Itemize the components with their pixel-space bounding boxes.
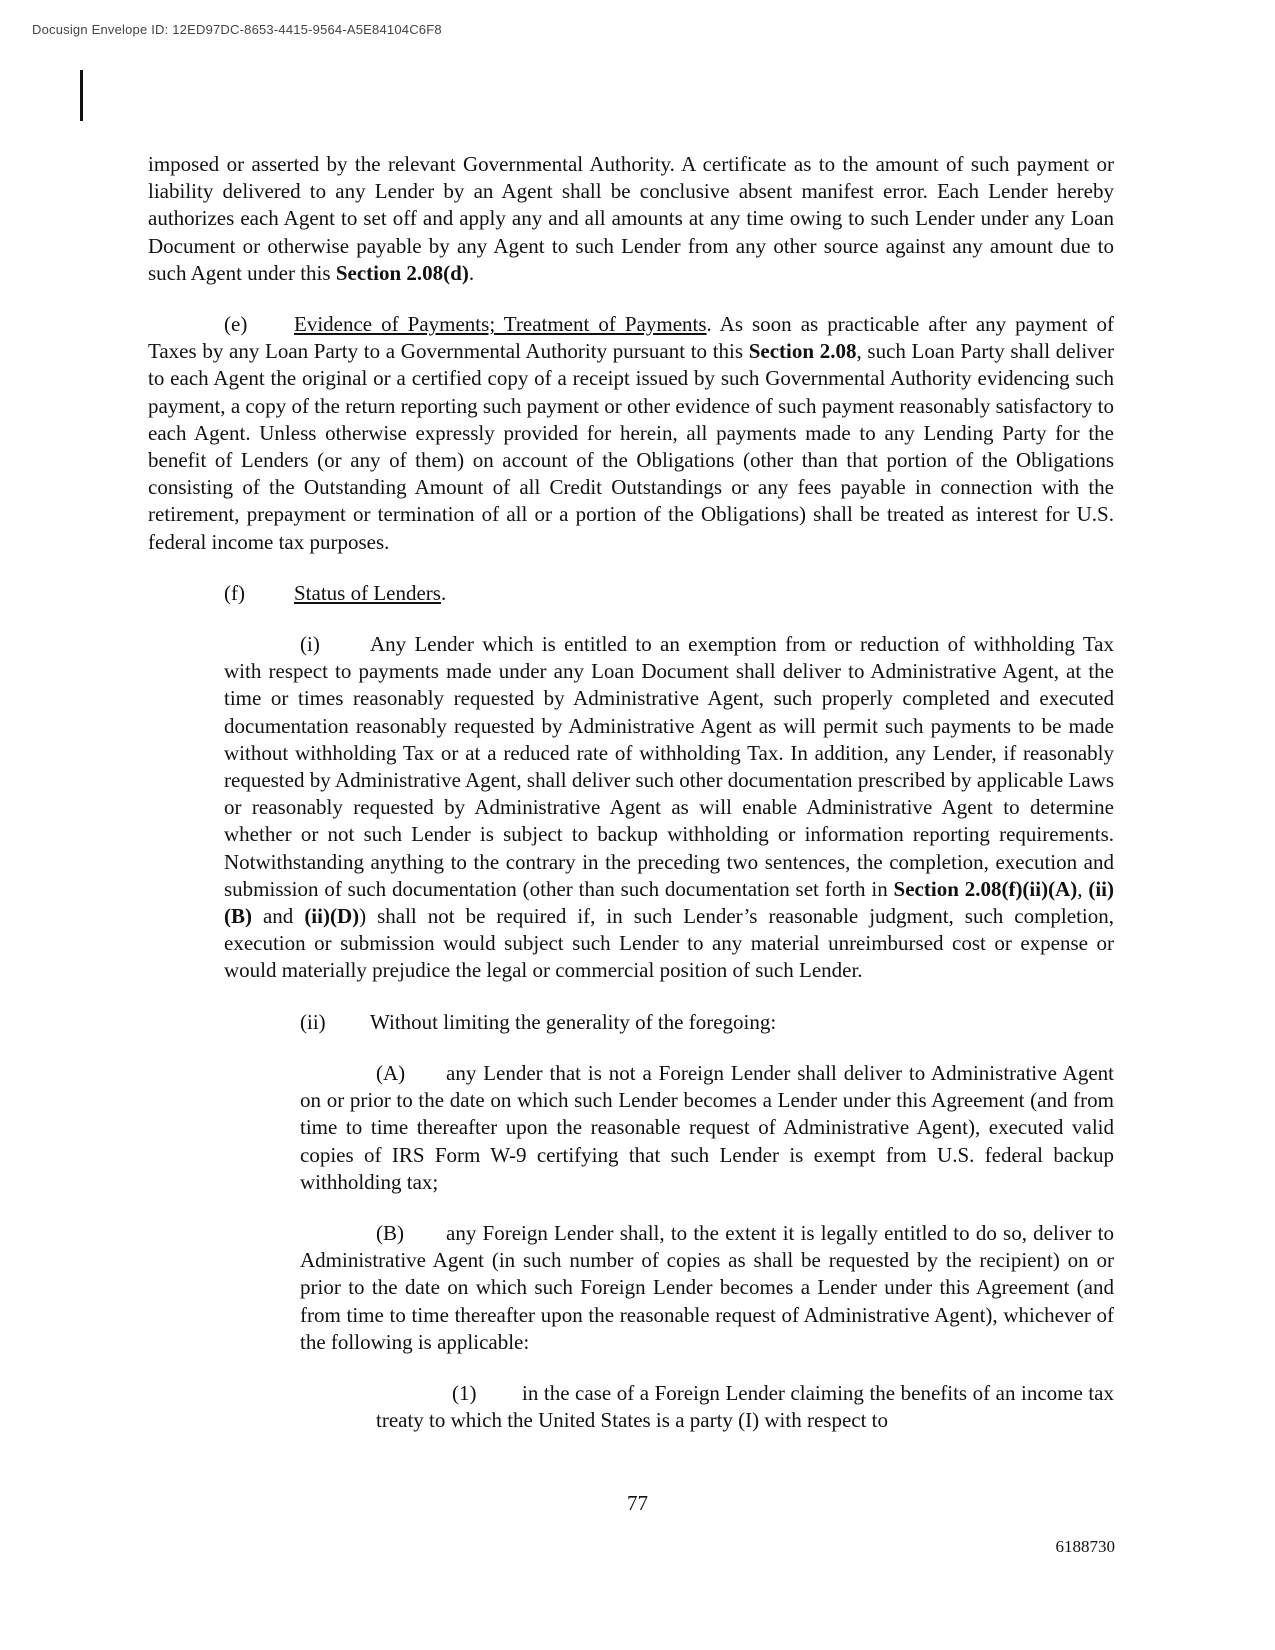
paragraph-punct: , xyxy=(1077,876,1089,901)
paragraph-text: , such Loan Party shall deliver to each Agent the original or a certified copy of a receipt issued by such Governmental Authority evidencing such payment, a copy of the return reporting such payment or other evidence of such payment reasonably satisfactory to each Agent. Unless otherwise expressly provided for herein, all payments made to any Lending Party for the benefit of Lenders (or any of them) on account of the Obligations (other than that portion of the Obligations consisting of the Outstanding Amount of all Credit Outstandings or any fees payable in connection with the retirement, prepayment or termination of all or a portion of the Obligations) shall be treated as interest for U.S. federal income tax purposes. xyxy=(148,339,1114,554)
revision-change-bar xyxy=(80,70,83,121)
clause-number: (e) xyxy=(224,312,248,337)
paragraph-text: ) shall not be required if, in such Lender’s reasonable judgment, such completion, execution or submission would subject such Lender to any material unreimbursed cost or expense or would materially prejudice the legal or commercial position of such Lender. xyxy=(224,904,1114,983)
clause-number: (f) xyxy=(224,580,245,605)
envelope-id: Docusign Envelope ID: 12ED97DC-8653-4415-9564-A5E84104C6F8 xyxy=(32,22,442,37)
document-number: 6188730 xyxy=(1055,1537,1115,1556)
section-reference: Section 2.08(f)(ii)(A) xyxy=(893,876,1078,901)
paragraph-f-ii-b xyxy=(300,1220,1114,1356)
clause-heading: Evidence of Payments; Treatment of Payments xyxy=(294,312,707,337)
clause-number: (ii) xyxy=(300,1009,326,1034)
section-reference: Section 2.08(d) xyxy=(335,260,469,285)
section-reference: Section 2.08 xyxy=(748,339,857,364)
paragraph-punct: and xyxy=(252,904,305,929)
paragraph-punct: . xyxy=(468,260,475,285)
paragraph-text: any Lender that is not a Foreign Lender shall deliver to Administrative Agent on or prior to the date on which such Lender becomes a Lender under this Agreement (and from time to time thereafter upon the reasonable request of Administrative Agent), executed valid copies of IRS Form W-9 certifying that such Lender is exempt from U.S. federal backup withholding tax; xyxy=(300,1060,1114,1194)
clause-number: (B) xyxy=(376,1220,404,1245)
paragraph-text: in the case of a Foreign Lender claiming the benefits of an income tax treaty to which the United States is a party (I) with respect to xyxy=(376,1380,1114,1433)
paragraph-text: any Foreign Lender shall, to the extent it is legally entitled to do so, deliver to Administrative Agent (in such number of copies as shall be requested by the recipient) on or prior to the date on which such Foreign Lender becomes a Lender under this Agreement (and from time to time thereafter upon the reasonable request of Administrative Agent), whichever of the following is applicable: xyxy=(300,1220,1114,1354)
paragraph-continuation xyxy=(148,151,1114,287)
paragraph-text: imposed or asserted by the relevant Governmental Authority. A certificate as to the amount of such payment or liability delivered to any Lender by an Agent shall be conclusive absent manifest error. Each Lender hereby authorizes each Agent to set off and apply any and all amounts at any time owing to such Lender under any Loan Document or otherwise payable by any Agent to such Lender from any other source against any amount due to such Agent under this xyxy=(148,152,1114,285)
paragraph-e xyxy=(148,311,1114,556)
section-reference: (ii)(D) xyxy=(304,904,360,929)
page-number: 77 xyxy=(627,1491,648,1515)
paragraph-punct: . xyxy=(440,580,447,605)
paragraph-text: Without limiting the generality of the foregoing: xyxy=(370,1009,777,1034)
paragraph-f-i xyxy=(224,631,1114,985)
clause-number: (i) xyxy=(300,632,320,657)
paragraph-f-ii-a xyxy=(300,1060,1114,1196)
clause-heading: Status of Lenders xyxy=(294,580,441,605)
paragraph-f-ii xyxy=(224,1009,1114,1036)
paragraph-f-ii-b-1 xyxy=(376,1380,1114,1434)
document-body xyxy=(148,151,1114,1458)
clause-number: (1) xyxy=(452,1380,477,1405)
paragraph-text: Any Lender which is entitled to an exemption from or reduction of withholding Tax with respect to payments made under any Loan Document shall deliver to Administrative Agent, at the time or times reasonably requested by Administrative Agent, such properly completed and executed documentation reasonably requested by Administrative Agent as will permit such payments to be made without withholding Tax or at a reduced rate of withholding Tax. In addition, any Lender, if reasonably requested by Administrative Agent, shall deliver such other documentation prescribed by applicable Laws or reasonably requested by Administrative Agent as will enable Administrative Agent to determine whether or not such Lender is subject to backup withholding or information reporting requirements. Notwithstanding anything to the contrary in the preceding two sentences, the completion, execution and submission of such documentation (other than such documentation set forth in xyxy=(224,632,1114,901)
clause-number: (A) xyxy=(376,1060,406,1085)
section-reference: (ii)(B) xyxy=(224,876,1114,929)
paragraph-f xyxy=(148,580,1114,607)
paragraph-text: . As soon as practicable after any payment of Taxes by any Loan Party to a Governmental Authority pursuant to this xyxy=(148,312,1114,364)
